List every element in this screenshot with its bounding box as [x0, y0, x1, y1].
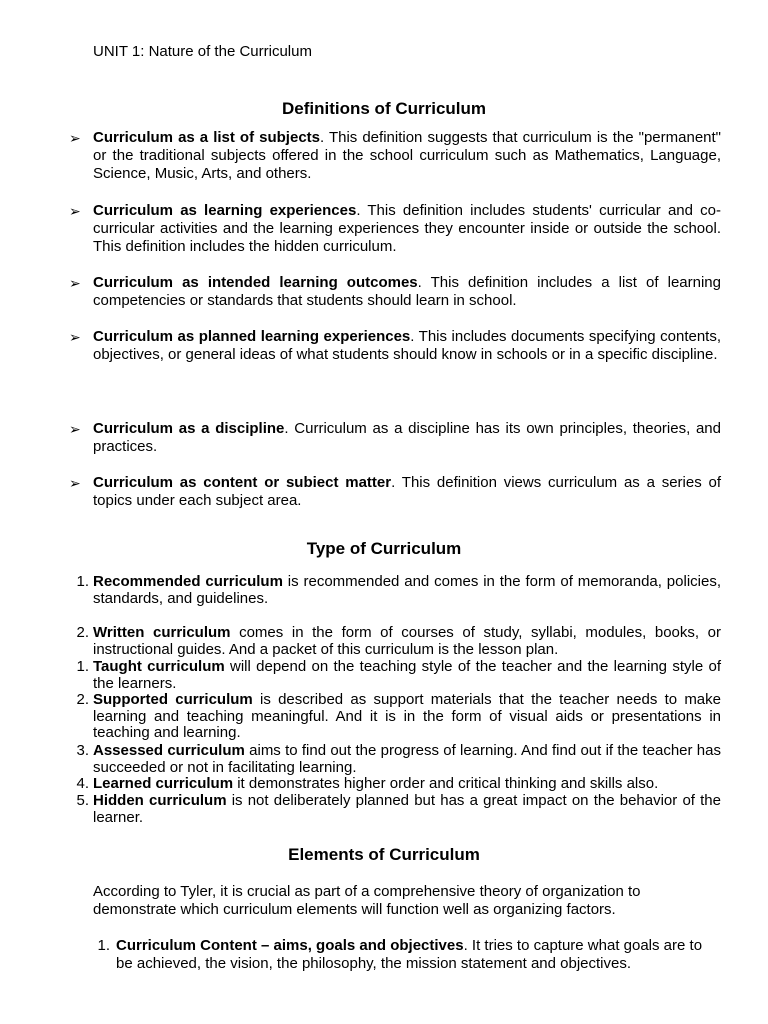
arrow-bullet-icon: ➢	[69, 275, 81, 291]
definition-term: Curriculum as intended learning outcomes	[93, 274, 418, 291]
definition-text: . This definition includes a list of learning competencies or standards that students should learn in school.	[93, 274, 721, 310]
type-term: Assessed curriculum	[93, 742, 245, 759]
definition-term: Curriculum as planned learning experiences	[93, 328, 411, 345]
type-text: comes in the form of courses of study, syllabi, modules, books, or instructional guides. And a packet of this curriculum is the lesson plan.	[93, 624, 721, 658]
arrow-bullet-icon: ➢	[69, 475, 81, 491]
item-number: 1.	[76, 573, 89, 590]
type-text: is described as support materials that the teacher needs to make learning and teaching meaningful. And it is in the form of visual aids or presentations in teaching and learning.	[93, 691, 721, 742]
type-item	[76, 658, 721, 692]
type-item	[76, 775, 721, 793]
definitions-heading: Definitions of Curriculum	[282, 99, 486, 118]
type-item	[76, 742, 721, 776]
type-text: aims to find out the progress of learning. And find out if the teacher has succeeded or not in facilitating learning.	[93, 742, 721, 776]
item-number: 1.	[76, 658, 89, 675]
elements-heading: Elements of Curriculum	[288, 845, 480, 864]
type-term: Recommended curriculum	[93, 573, 283, 590]
definition-item	[69, 420, 721, 456]
definition-text: . This includes documents specifying contents, objectives, or general ideas of what students should know in schools or in a specific discipline.	[93, 328, 722, 364]
element-term: Curriculum Content – aims, goals and objectives	[116, 937, 464, 954]
item-number: 5.	[76, 792, 89, 809]
definition-text: . This definition views curriculum as a series of topics under each subject area.	[93, 474, 721, 510]
type-item	[76, 792, 721, 826]
item-number: 3.	[76, 742, 89, 759]
item-number: 4.	[76, 775, 89, 792]
definition-item	[69, 129, 721, 184]
type-text: it demonstrates higher order and critical thinking and skills also.	[233, 775, 659, 792]
unit-header: UNIT 1: Nature of the Curriculum	[93, 43, 312, 60]
type-term: Hidden curriculum	[93, 792, 227, 809]
definition-term: Curriculum as content or subiect matter	[93, 474, 392, 491]
definition-term: Curriculum as learning experiences	[93, 202, 357, 219]
types-heading: Type of Curriculum	[306, 539, 462, 558]
definition-term: Curriculum as a discipline	[93, 420, 285, 437]
type-text: is not deliberately planned but has a great impact on the behavior of the learner.	[93, 792, 721, 826]
arrow-bullet-icon: ➢	[69, 203, 81, 219]
element-text: . It tries to capture what goals are to be achieved, the vision, the philosophy, the mission statement and objectives.	[116, 937, 703, 973]
element-item	[97, 937, 721, 973]
item-number: 2.	[76, 624, 89, 641]
elements-intro: According to Tyler, it is crucial as part of a comprehensive theory of organization to demonstrate which curriculum elements will function well as organizing factors.	[93, 883, 641, 919]
arrow-bullet-icon: ➢	[69, 329, 81, 345]
arrow-bullet-icon: ➢	[69, 421, 81, 437]
type-item	[76, 573, 721, 607]
definition-text: . This definition suggests that curriculum is the "permanent" or the traditional subjects offered in the school curriculum such as Mathematics, Language, Science, Music, Arts, and others.	[93, 129, 721, 183]
item-number: 2.	[76, 691, 89, 708]
type-text: is recommended and comes in the form of memoranda, policies, standards, and guidelines.	[93, 573, 721, 607]
type-term: Supported curriculum	[93, 691, 253, 708]
definition-item	[69, 474, 721, 510]
type-text: will depend on the teaching style of the teacher and the learning style of the learners.	[93, 658, 721, 692]
arrow-bullet-icon: ➢	[69, 130, 81, 146]
type-item	[76, 624, 721, 658]
type-item	[76, 691, 721, 742]
definition-item	[69, 202, 721, 257]
type-term: Learned curriculum	[93, 775, 234, 792]
definition-item	[69, 328, 722, 364]
definition-text: . Curriculum as a discipline has its own principles, theories, and practices.	[93, 420, 721, 456]
definition-item	[69, 274, 721, 310]
definition-text: . This definition includes students' curricular and co-curricular activities and the learning experiences they encounter inside or outside the school. This definition includes the hidden curriculum.	[93, 202, 721, 256]
item-number: 1.	[97, 937, 110, 954]
type-term: Taught curriculum	[93, 658, 225, 675]
definition-term: Curriculum as a list of subjects	[93, 129, 320, 146]
type-term: Written curriculum	[93, 624, 231, 641]
